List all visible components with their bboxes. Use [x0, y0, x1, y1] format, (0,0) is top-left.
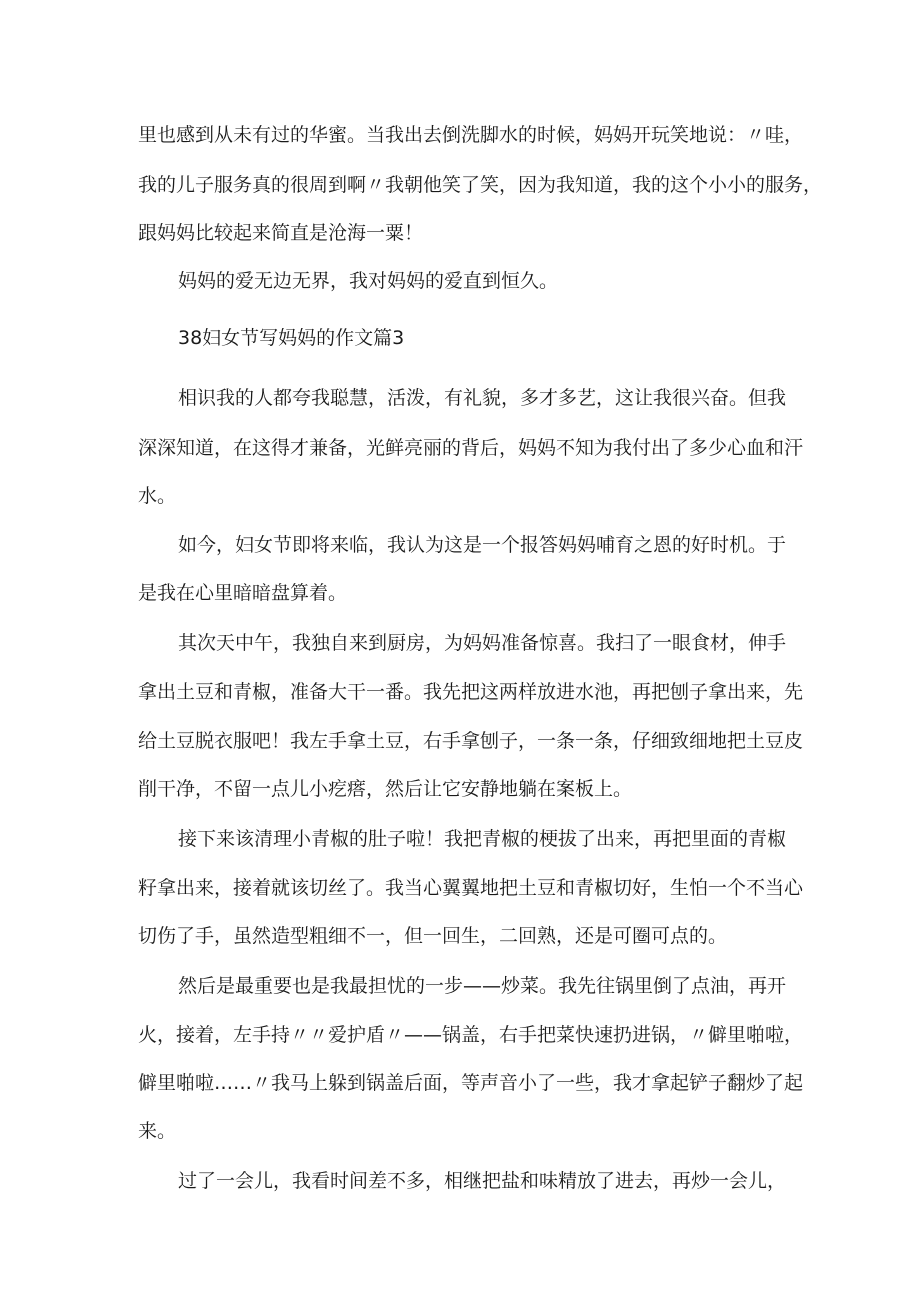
paragraph-line: 相识我的人都夸我聪慧，活泼，有礼貌，多才多艺，这让我很兴奋。但我: [178, 387, 787, 409]
paragraph-line: 水。: [138, 485, 177, 507]
paragraph-line: 里也感到从未有过的华蜜。当我出去倒洗脚水的时候，妈妈开玩笑地说：〃哇，: [138, 124, 804, 146]
paragraph-line: 拿出土豆和青椒，准备大干一番。我先把这两样放进水池，再把刨子拿出来，先: [138, 681, 804, 703]
paragraph-line: 给土豆脱衣服吧！我左手拿土豆，右手拿刨子，一条一条，仔细致细地把土豆皮: [138, 730, 804, 752]
paragraph-line: 来。: [138, 1120, 177, 1142]
paragraph-line: 其次天中午，我独自来到厨房，为妈妈准备惊喜。我扫了一眼食材，伸手: [178, 632, 787, 654]
paragraph-line: 接下来该清理小青椒的肚子啦！我把青椒的梗拔了出来，再把里面的青椒: [178, 828, 787, 850]
paragraph-line: 是我在心里暗暗盘算着。: [138, 582, 348, 604]
paragraph-line: 妈妈的爱无边无界，我对妈妈的爱直到恒久。: [178, 270, 559, 292]
paragraph-line: 籽拿出来，接着就该切丝了。我当心翼翼地把土豆和青椒切好，生怕一个不当心: [138, 877, 804, 899]
paragraph-line: 然后是最重要也是我最担忧的一步——炒菜。我先往锅里倒了点油，再开: [178, 975, 787, 997]
paragraph-line: 火，接着，左手持〃〃爱护盾〃——锅盖，右手把菜快速扔进锅，〃僻里啪啦，: [138, 1024, 804, 1046]
paragraph-line: 削干净，不留一点儿小疙瘩，然后让它安静地躺在案板上。: [138, 778, 633, 800]
paragraph-line: 如今，妇女节即将来临，我认为这是一个报答妈妈哺育之恩的好时机。于: [178, 534, 787, 556]
paragraph-line: 僻里啪啦……〃我马上躲到锅盖后面，等声音小了一些，我才拿起铲子翻炒了起: [138, 1072, 804, 1094]
paragraph-line: 跟妈妈比较起来简直是沧海一粟！: [138, 222, 424, 244]
section-heading: 38妇女节写妈妈的作文篇3: [178, 327, 405, 349]
paragraph-line: 我的儿子服务真的很周到啊〃我朝他笑了笑，因为我知道，我的这个小小的服务，: [138, 174, 823, 196]
paragraph-line: 深深知道，在这得才兼备，光鲜亮丽的背后，妈妈不知为我付出了多少心血和汗: [138, 437, 804, 459]
paragraph-line: 切伤了手，虽然造型粗细不一，但一回生，二回熟，还是可圈可点的。: [138, 925, 728, 947]
paragraph-line: 过了一会儿，我看时间差不多，相继把盐和味精放了进去，再炒一会儿，: [178, 1170, 787, 1192]
